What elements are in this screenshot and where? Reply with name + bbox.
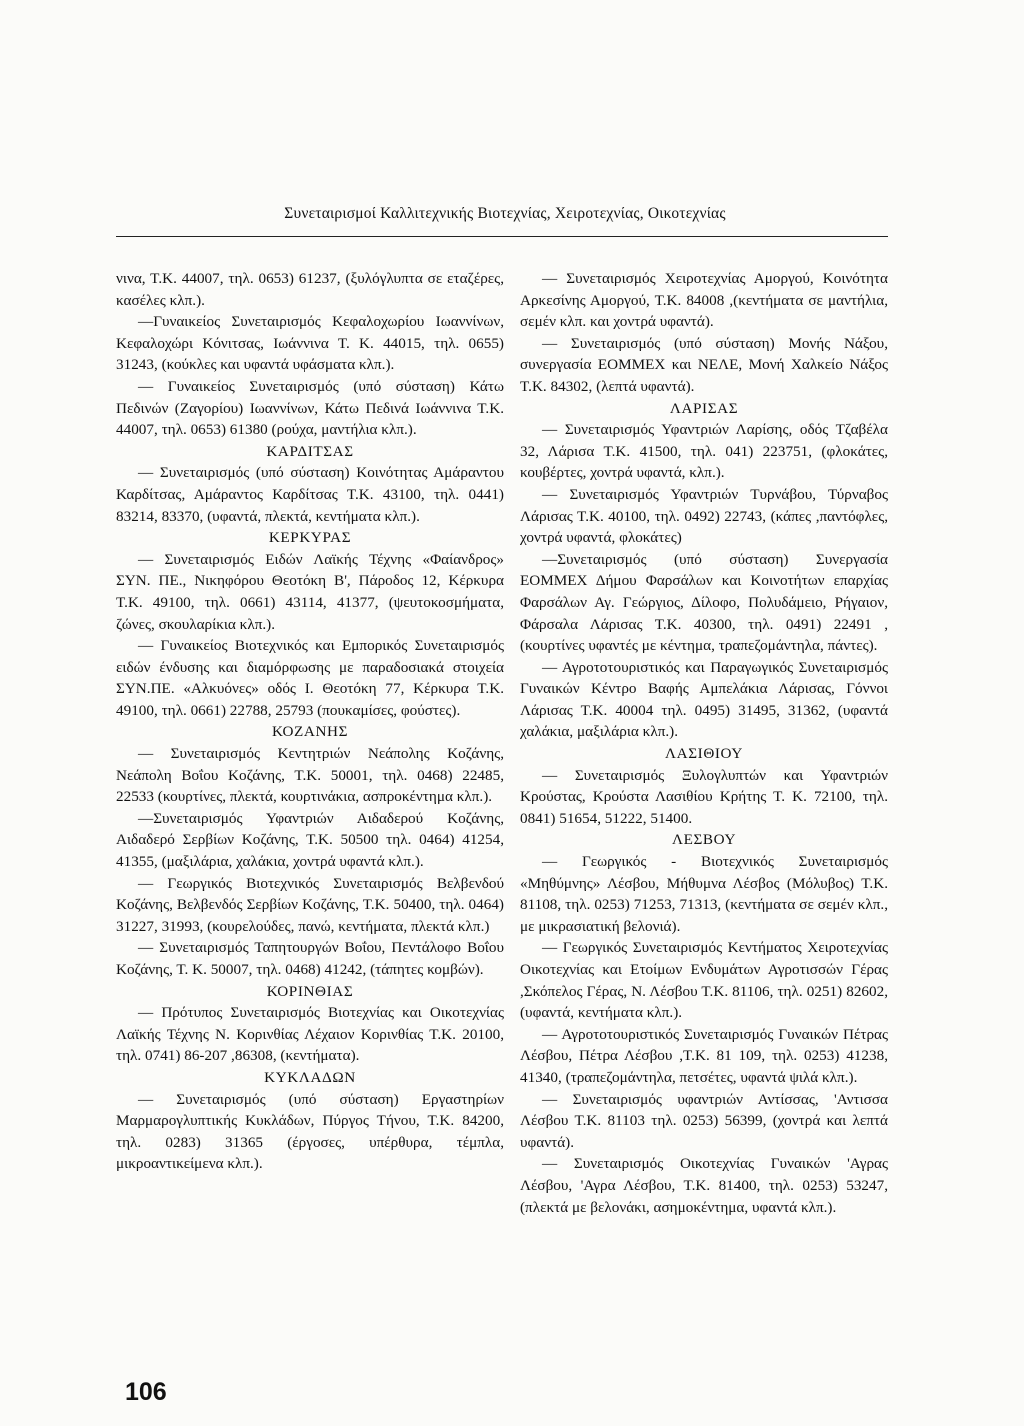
page-number: 106 <box>125 1378 167 1406</box>
entry: — Αγροτοτουριστικός Συνεταιρισμός Γυναικών Πέτρας Λέσβου, Πέτρα Λέσβου ,Τ.Κ. 81 109, τηλ. 0253) 41238, 41340, (τραπεζομάντηλα, πετσέτες, υφαντά ψιλά κλπ.). <box>520 1025 888 1086</box>
right-column <box>520 268 888 1218</box>
section-heading: ΚΕΡΚΥΡΑΣ <box>268 529 352 547</box>
header-rule <box>116 236 888 237</box>
left-column <box>116 268 504 1175</box>
section-heading: ΛΕΣΒΟΥ <box>671 831 737 849</box>
entry: — Συνεταιρισμός Ειδών Λαϊκής Τέχνης «Φαίανδρος» ΣΥΝ. ΠΕ., Νικηφόρου Θεοτόκη Β', Πάροδος 12, Κέρκυρα Τ.Κ. 49100, τηλ. 0661) 43114, 41377, (ψευτοκοσμήματα, ζώνες, σκουλαρίκια κλπ.). <box>116 550 504 633</box>
entry: νινα, Τ.Κ. 44007, τηλ. 0653) 61237, (ξυλόγλυπτα σε εταζέρες, κασέλες κλπ.). <box>116 270 504 309</box>
entry: — Αγροτοτουριστικός και Παραγωγικός Συνεταιρισμός Γυναικών Κέντρο Βαφής Αμπελάκια Λάρισας, Γόννοι Λάρισας Τ.Κ. 40004 τηλ. 0495) 31495, 31362, (υφαντά χαλάκια, μαξιλάρια κλπ.). <box>520 658 888 741</box>
entry: —Γυναικείος Συνεταιρισμός Κεφαλοχωρίου Ιωαννίνων, Κεφαλοχώρι Κόνιτσας, Ιωάννινα Τ. Κ. 44015, τηλ. 0655) 31243, (κούκλες και υφαντά υφάσματα κλπ.). <box>116 313 504 374</box>
section-heading: ΛΑΡΙΣΑΣ <box>669 399 739 417</box>
entry: — Συνεταιρισμός (υπό σύσταση) Μονής Νάξου, συνεργασία ΕΟΜΜΕΧ και ΝΕΛΕ, Μονή Χαλκείο Νάξος Τ.Κ. 84302, (λεπτά υφαντά). <box>520 334 888 395</box>
entry: — Συνεταιρισμός (υπό σύσταση) Εργαστηρίων Μαρμαρογλυπτικής Κυκλάδων, Πύργος Τήνου, Τ.Κ. 84200, τηλ. 0283) 31365 (έργοσες, υπέρθυρα, τέμπλα, μικροαντικείμενα κλπ.). <box>116 1090 504 1173</box>
section-heading: ΛΑΣΙΘΙΟΥ <box>665 745 743 763</box>
entry: — Συνεταιρισμός Υφαντριών Τυρνάβου, Τύρναβος Λάρισας Τ.Κ. 40100, τηλ. 0492) 22743, (κάπες ,παντόφλες, χοντρά υφαντά, φλοκάτες) <box>520 485 888 547</box>
entry: — Συνεταιρισμός (υπό σύσταση) Κοινότητας Αμάραντου Καρδίτσας, Αμάραντος Καρδίτσας Τ.Κ. 43100, τηλ. 0441) 83214, 83370, (υφαντά, πλεκτά, κεντήματα κλπ.). <box>116 464 504 525</box>
section-heading: ΚΥΚΛΑΔΩΝ <box>264 1068 356 1086</box>
entry: —Συνεταιρισμός Υφαντριών Αιδαδερού Κοζάνης, Αιδαδερό Σερβίων Κοζάνης, Τ.Κ. 50500 τηλ. 0464) 41254, 41355, (μαξιλάρια, χαλάκια, χοντρά υφαντά κλπ.). <box>116 809 504 871</box>
entry: — Συνεταιρισμός Ταπητουργών Βοΐου, Πεντάλοφο Βοΐου Κοζάνης, Τ. Κ. 50007, τηλ. 0468) 41242, (τάπητες κομβών). <box>116 939 504 978</box>
entry: — Συνεταιρισμός Ξυλογλυπτών και Υφαντριών Κρούστας, Κρούστα Λασιθίου Κρήτης Τ. Κ. 72100, τηλ. 0841) 51654, 51222, 51400. <box>520 766 888 827</box>
entry: — Γυναικείος Βιοτεχνικός και Εμπορικός Συνεταιρισμός ειδών ένδυσης και διαμόρφωσης με παραδοσιακά στοιχεία ΣΥΝ.ΠΕ. «Αλκυόνες» οδός Ι. Θεοτόκη 77, Κέρκυρα Τ.Κ. 49100, τηλ. 0661) 22788, 25793 (πουκαμίσες, φούστες). <box>116 637 504 719</box>
section-heading: ΚΑΡΔΙΤΣΑΣ <box>266 442 354 460</box>
entry: — Συνεταιρισμός Χειροτεχνίας Αμοργού, Κοινότητα Αρκεσίνης Αμοργού, Τ.Κ. 84008 ,(κεντήματα σε μαντήλια, σεμέν κλπ. και χοντρά υφαντά). <box>520 270 888 331</box>
entry: — Γεωργικός Συνεταιρισμός Κεντήματος Χειροτεχνίας Οικοτεχνίας και Ετοίμων Ενδυμάτων Αγροτισσών Γέρας ,Σκόπελος Γέρας, Ν. Λέσβου Τ.Κ. 81106, τηλ. 0251) 82602, (υφαντά, κεντήματα κλπ.). <box>520 939 888 1022</box>
running-header: Συνεταιρισμοί Καλλιτεχνικής Βιοτεχνίας, Χειροτεχνίας, Οικοτεχνίας <box>284 205 726 222</box>
entry: — Γυναικείος Συνεταιρισμός (υπό σύσταση) Κάτω Πεδινών (Ζαγορίου) Ιωαννίνων, Κάτω Πεδινά Ιωάννινα Τ.Κ. 44007, τηλ. 0653) 61380 (ρούχα, μαντήλια κλπ.). <box>116 377 504 439</box>
section-heading: ΚΟΡΙΝΘΙΑΣ <box>266 982 354 1000</box>
entry: — Συνεταιρισμός Κεντητριών Νεάπολης Κοζάνης, Νεάπολη Βοΐου Κοζάνης, Τ.Κ. 50001, τηλ. 0468) 22485, 22533 (κουρτίνες, πλεκτά, κουρτινάκια, ασπροκέντημα κλπ.). <box>116 745 504 806</box>
entry: —Συνεταιρισμός (υπό σύσταση) Συνεργασία ΕΟΜΜΕΧ Δήμου Φαρσάλων και Κοινοτήτων επαρχίας Φαρσάλων Αγ. Γεώργιος, Δίλοφο, Πολυδάμειο, Ρήγαιον, Φάρσαλα Λάρισας Τ.Κ. 40300, τηλ. 0491) 22491 ,(κουρτίνες υφαντές με κέντημα, τραπεζομάντηλα, πάντες). <box>520 550 888 655</box>
entry: — Πρότυπος Συνεταιρισμός Βιοτεχνίας και Οικοτεχνίας Λαϊκής Τέχνης Ν. Κορινθίας Λέχαιον Κορινθίας Τ.Κ. 20100, τηλ. 0741) 86-207 ,86308, (κεντήματα). <box>116 1004 504 1065</box>
entry: — Γεωργικός Βιοτεχνικός Συνεταιρισμός Βελβενδού Κοζάνης, Βελβενδός Σερβίων Κοζάνης, Τ.Κ. 50400, τηλ. 0464) 31227, 31993, (κουρελούδες, πανώ, κεντήματα, πλεκτά κλπ.) <box>116 874 504 935</box>
entry: — Συνεταιρισμός Υφαντριών Λαρίσης, οδός Τζαβέλα 32, Λάρισα Τ.Κ. 41500, τηλ. 041) 223751, (φλοκάτες, κουβέρτες, χοντρά υφαντά, κλπ.). <box>520 421 888 482</box>
section-heading: ΚΟΖΑΝΗΣ <box>271 723 349 741</box>
entry: — Συνεταιρισμός Οικοτεχνίας Γυναικών 'Αγρας Λέσβου, 'Αγρα Λέσβου, Τ.Κ. 81400, τηλ. 0253) 53247, (πλεκτά με βελονάκι, ασημοκέντημα, υφαντά κλπ.). <box>520 1155 888 1216</box>
entry: — Γεωργικός - Βιοτεχνικός Συνεταιρισμός «Μηθύμνης» Λέσβου, Μήθυμνα Λέσβος (Μόλυβος) Τ.Κ. 81108, τηλ. 0253) 71253, 71313, (κεντήματα σε σεμέν κλπ., με μικρασιατική βελονιά). <box>520 853 888 935</box>
entry: — Συνεταιρισμός υφαντριών Αντίσσας, 'Αντισσα Λέσβου Τ.Κ. 81103 τηλ. 0253) 56399, (χοντρά και λεπτά υφαντά). <box>520 1090 888 1151</box>
